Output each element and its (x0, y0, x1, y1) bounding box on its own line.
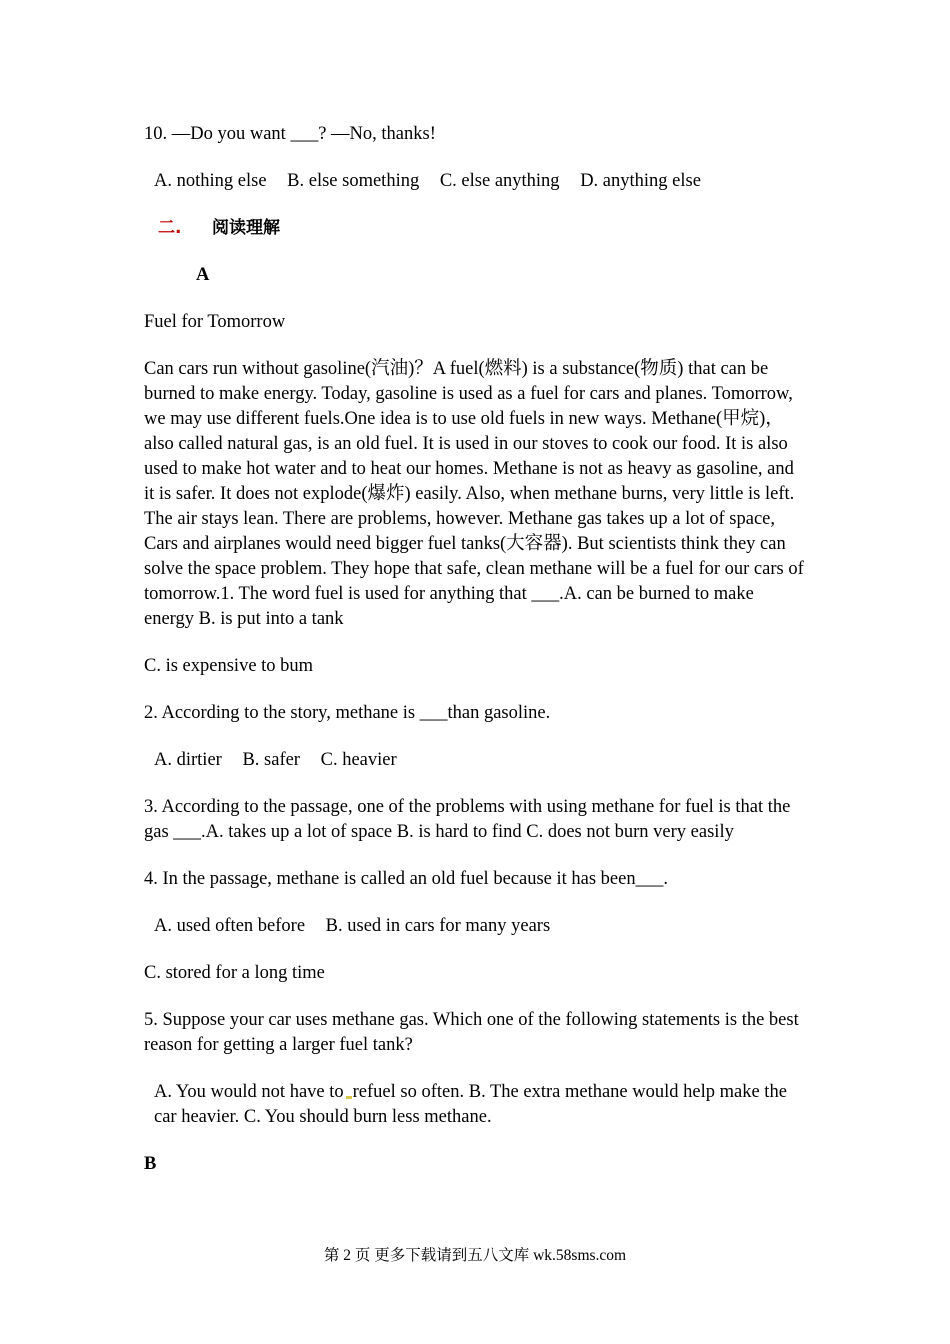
section-title: 阅读理解 (212, 218, 280, 238)
q2-option-a: A. dirtier (154, 750, 222, 770)
option-a: A. nothing else (154, 171, 267, 191)
option-d: D. anything else (580, 171, 701, 191)
q4-option-a: A. used often before (154, 916, 306, 936)
page-footer: 第 2 页 更多下载请到五八文库 wk.58sms.com (323, 1247, 627, 1264)
document-page (144, 122, 806, 1177)
question-10-stem: 10. —Do you want ___? —No, thanks! (144, 124, 436, 144)
question-1-option-c: C. is expensive to bum (144, 656, 314, 676)
section-number: 二. (158, 218, 182, 238)
q2-option-c: C. heavier (320, 750, 397, 770)
option-c: C. else anything (439, 171, 560, 191)
passage-a-label: A (196, 265, 210, 285)
question-4-stem: 4. In the passage, methane is called an old fuel because it has been___. (144, 869, 668, 889)
passage-a-body: Can cars run without gasoline(汽油)？A fuel(燃料) is a substance(物质) that can be burned to make energy. Today, gasoline is used as a fuel for cars and planes. Tomorrow, we may use different fuels.One idea is to use old fuels in new ways. Methane(甲烷)，also called natural gas, is an old fuel. It is used in our stoves to cook our food. It is also used to make hot water and to heat our homes. Methane is not as heavy as gasoline, and it is safer. It does not explode(爆炸) easily. Also, when methane burns, very little is left. The air stays lean. There are problems, however. Methane gas takes up a lot of space, Cars and airplanes would need bigger fuel tanks(大容器). But scientists think they can solve the space problem. They hope that safe, clean methane will be a fuel for our cars of tomorrow.1. The word fuel is used for anything that ___.A. can be burned to make energy B. is put into a tank (144, 359, 804, 629)
question-4-options (144, 914, 806, 939)
question-4-option-c: C. stored for a long time (144, 963, 325, 983)
option-b: B. else something (287, 171, 420, 191)
q5-options-part1: A. You would not have to (154, 1082, 344, 1102)
question-10-options (144, 169, 806, 194)
passage-a-title: Fuel for Tomorrow (144, 312, 286, 332)
highlight-mark (346, 1096, 352, 1099)
q4-option-b: B. used in cars for many years (325, 916, 551, 936)
passage-b-label: B (144, 1154, 157, 1174)
question-5-stem: 5. Suppose your car uses methane gas. Which one of the following statements is the best reason for getting a larger fuel tank? (144, 1010, 799, 1055)
question-2-stem: 2. According to the story, methane is ___than gasoline. (144, 703, 551, 723)
section-heading (144, 216, 806, 241)
question-3: 3. According to the passage, one of the problems with using methane for fuel is that the gas ___.A. takes up a lot of space B. is hard to find C. does not burn very easily (144, 797, 791, 842)
q2-option-b: B. safer (242, 750, 300, 770)
question-2-options (144, 748, 806, 773)
question-10 (144, 122, 806, 147)
q5-options-part2: refuel so often. B. The extra methane would help make the car heavier. C. You should burn less methane. (154, 1082, 787, 1127)
question-5-options (144, 1080, 806, 1130)
